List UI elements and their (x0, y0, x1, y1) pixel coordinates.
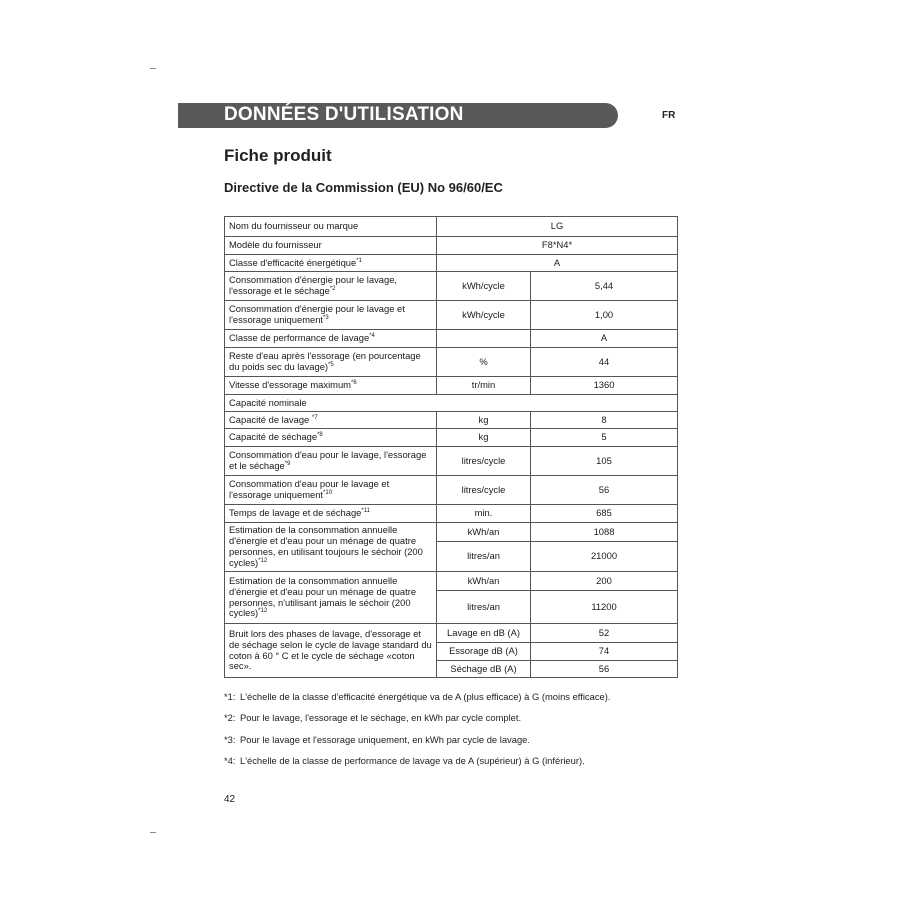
row-value: 21000 (531, 542, 678, 572)
footnote (224, 734, 684, 755)
row-unit: min. (437, 505, 531, 523)
table-row (225, 447, 678, 476)
product-spec-table (224, 216, 678, 678)
table-row (225, 330, 678, 348)
row-label: Capacité de lavage $^{*7}$ (225, 412, 437, 429)
footnote-ref: *3 (323, 314, 329, 321)
table-row (225, 237, 678, 255)
row-value: 56 (531, 661, 678, 678)
footnote-text: Pour le lavage et l'essorage uniquement, en kWh par cycle de lavage. (240, 733, 530, 745)
row-label: Reste d'eau après l'essorage (en pourcentage du poids sec du lavage)$^{*5}$ (225, 348, 437, 377)
footnote-ref: *5 (328, 361, 334, 368)
row-unit (437, 330, 531, 348)
footnote-ref: *4 (369, 332, 375, 339)
row-value: 44 (531, 348, 678, 377)
page-heading: Fiche produit (224, 146, 332, 165)
row-unit: % (437, 348, 531, 377)
footnote-ref: *6 (350, 379, 357, 386)
table-row (225, 412, 678, 429)
footnote-ref: *12 (258, 557, 268, 564)
footnote-ref: *8 (317, 431, 323, 438)
footnote-text: Pour le lavage, l'essorage et le séchage, en kWh par cycle complet. (240, 712, 522, 724)
row-label: Estimation de la consommation annuelle d'énergie et d'eau pour un ménage de quatre personnes, n'utilisant jamais le séchoir (200 cycles)$^{*12}$ (225, 572, 437, 624)
table-row (225, 476, 678, 505)
row-value: 5,44 (531, 272, 678, 301)
row-value: LG (437, 217, 678, 237)
row-unit: litres/an (437, 591, 531, 624)
row-unit: litres/an (437, 542, 531, 572)
footnote-text: L'échelle de la classe d'efficacité énergétique va de A (plus efficace) à G (moins efficace). (240, 691, 611, 702)
table-row (225, 505, 678, 523)
table-row (225, 429, 678, 447)
table-row (225, 395, 678, 412)
row-label: Consommation d'énergie pour le lavage et l'essorage uniquement$^{*3}$ (225, 301, 437, 330)
row-unit: kWh/an (437, 572, 531, 591)
section-title: DONNÉES D'UTILISATION (224, 104, 464, 125)
row-unit: tr/min (437, 377, 531, 395)
row-value: 685 (531, 505, 678, 523)
row-label: Classe d'efficacité énergétique$^{*1}$ (225, 255, 437, 272)
row-value: 1088 (531, 523, 678, 542)
row-unit: litres/cycle (437, 476, 531, 505)
row-value: 1,00 (531, 301, 678, 330)
row-value: A (437, 255, 678, 272)
row-unit: Essorage dB (A) (437, 643, 531, 661)
table-row (225, 348, 678, 377)
row-value: 74 (531, 643, 678, 661)
footnotes (224, 691, 684, 776)
row-value: F8*N4* (437, 237, 678, 255)
table-row (225, 572, 678, 591)
row-unit: litres/cycle (437, 447, 531, 476)
table-row (225, 255, 678, 272)
footnote-key: *3: (224, 733, 236, 745)
crop-mark (150, 832, 156, 833)
row-label: Nom du fournisseur ou marque (225, 217, 437, 237)
row-label: Vitesse d'essorage maximum$^{*6}$ (225, 377, 437, 395)
row-unit: kWh/cycle (437, 301, 531, 330)
row-value: 8 (531, 412, 678, 429)
row-label: Classe de performance de lavage$^{*4}$ (225, 330, 437, 348)
footnote-ref: *10 (323, 489, 333, 496)
row-label: Consommation d'eau pour le lavage et l'essorage uniquement$^{*10}$ (225, 476, 437, 505)
section-title-bar (178, 103, 618, 128)
footnote-key: *1: (224, 691, 236, 702)
table-row (225, 217, 678, 237)
row-unit: kWh/an (437, 523, 531, 542)
table-row (225, 272, 678, 301)
section-label: Capacité nominale (225, 395, 678, 412)
row-unit: kg (437, 429, 531, 447)
footnote-ref: *11 (361, 507, 370, 514)
row-label: Estimation de la consommation annuelle d'énergie et d'eau pour un ménage de quatre personnes, en utilisant toujours le séchoir (200 cycles)$^{*12}$ (225, 523, 437, 572)
row-label: Temps de lavage et de séchage$^{*11}$ (225, 505, 437, 523)
row-unit: kWh/cycle (437, 272, 531, 301)
table-row (225, 624, 678, 643)
crop-mark (150, 68, 156, 69)
footnote-ref: *9 (284, 460, 291, 467)
row-value: 52 (531, 624, 678, 643)
footnote-text: L'échelle de la classe de performance de lavage va de A (supérieur) à G (inférieur). (240, 754, 585, 766)
row-label: Bruit lors des phases de lavage, d'essorage et de séchage selon le cycle de lavage standard du coton à 60 ° C et le cycle de séchage «coton sec». (225, 624, 437, 678)
row-value: 11200 (531, 591, 678, 624)
row-label: Capacité de séchage$^{*8}$ (225, 429, 437, 447)
row-unit: Séchage dB (A) (437, 661, 531, 678)
footnote-ref: *12 (258, 608, 268, 615)
row-value: 5 (531, 429, 678, 447)
row-label: Consommation d'eau pour le lavage, l'essorage et le séchage$^{*9}$ (225, 447, 437, 476)
row-value: 200 (531, 572, 678, 591)
footnote-key: *2: (224, 712, 236, 724)
row-value: A (531, 330, 678, 348)
directive-subheading: Directive de la Commission (EU) No 96/60/EC (224, 180, 503, 195)
page-number: 42 (224, 794, 236, 805)
row-label: Modèle du fournisseur (225, 237, 437, 255)
footnote (224, 712, 684, 733)
footnote (224, 755, 684, 776)
table-row (225, 523, 678, 542)
table-row (225, 301, 678, 330)
row-value: 105 (531, 447, 678, 476)
row-value: 56 (531, 476, 678, 505)
language-label: FR (662, 110, 676, 121)
row-value: 1360 (531, 377, 678, 395)
table-row (225, 377, 678, 395)
row-unit: kg (437, 412, 531, 429)
footnote-ref: *1 (356, 257, 362, 264)
row-unit: Lavage en dB (A) (437, 624, 531, 643)
footnote-ref: *2 (329, 285, 336, 292)
footnote-key: *4: (224, 754, 236, 766)
footnote (224, 691, 684, 712)
row-label: Consommation d'énergie pour le lavage, l'essorage et le séchage$^{*2}$ (225, 272, 437, 301)
footnote-ref: *7 (311, 414, 318, 421)
